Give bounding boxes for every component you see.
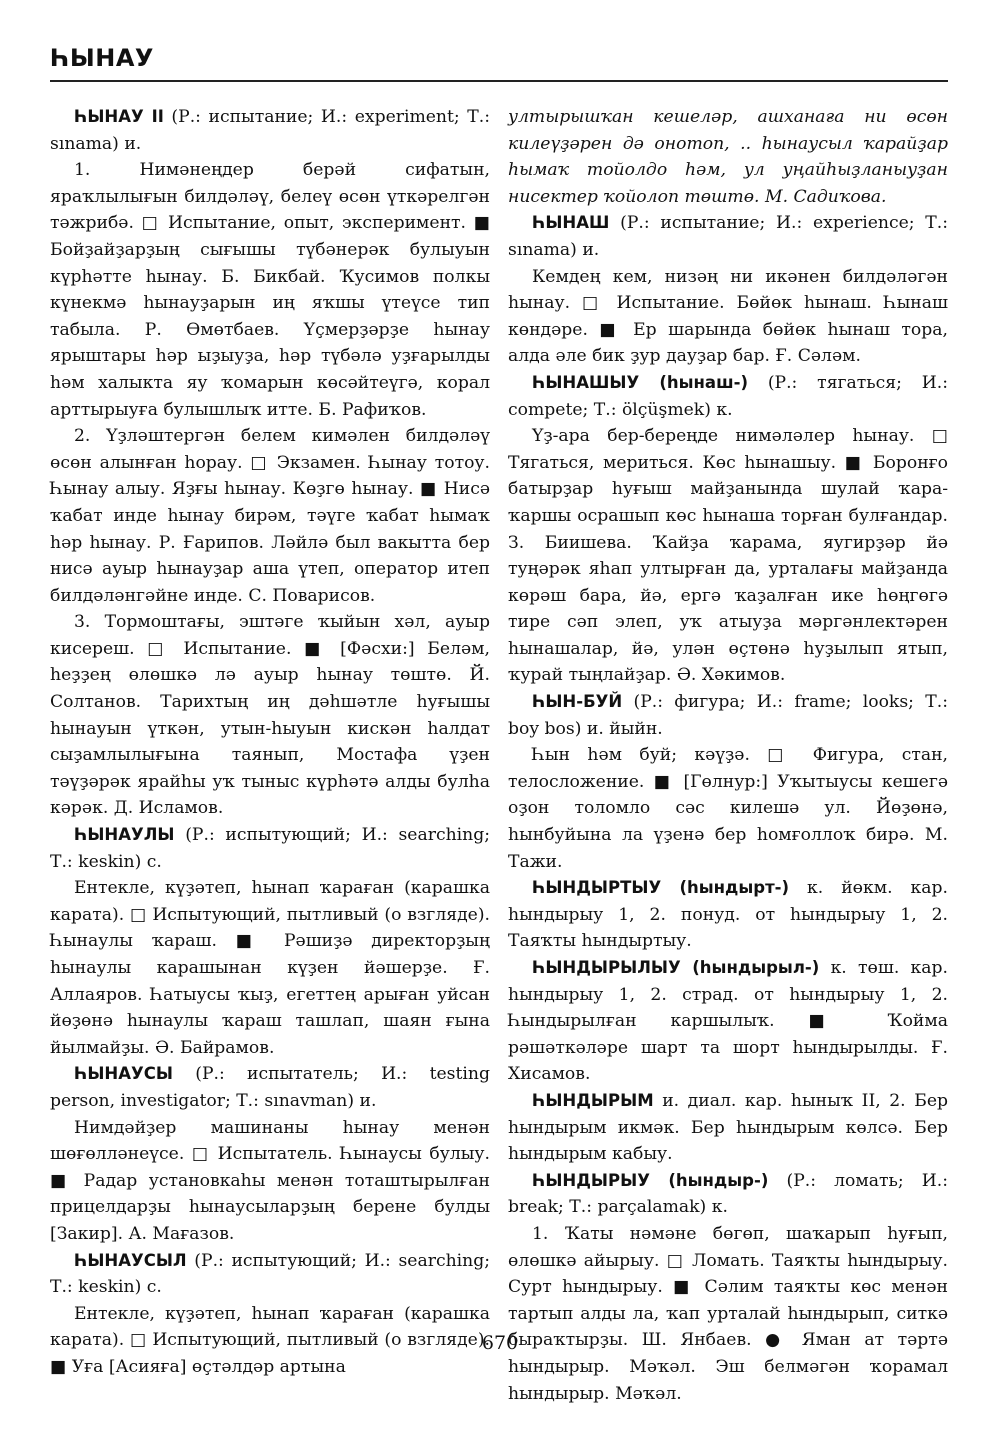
entry-headword: ҺЫНДЫРЫЛЫУ (һындырыл-) [532, 958, 820, 977]
entry-headword: ҺЫНДЫРЫМ [532, 1090, 654, 1110]
entry-text: Ентекле, күҙәтеп, һынап ҡараған (карашка карата). □ Испытующий, пытливый (о взгляде). Һынаулы ҡараш. ■ Рәшиҙә директорҙың һынаулы карашынан күҙен йәшерҙе. Ғ. Аллаяров. Һатыусы ҡыҙ, егеттең арыған уйсан йөҙөнә һынаулы ҡараш ташлап, шаян ғына йылмайҙы. Ә. Байрамов. [50, 878, 490, 1058]
entry-headword: ҺЫН-БУЙ [532, 692, 623, 712]
entry-headword: ҺЫНДЫРТЫУ (һындырт-) [532, 878, 790, 898]
left-column [50, 104, 490, 1381]
entry-text: (Р.: испытующий; И.: searching; Т.: keskin) с. [50, 1250, 490, 1298]
entry-sense [50, 157, 490, 423]
entry-sense [50, 609, 490, 822]
entry-headword: ҺЫНАШЫУ (һынаш-) [532, 372, 748, 392]
entry-headword: ҺЫНДЫРЫУ (һындыр-) [532, 1170, 769, 1190]
entry-text: (Р.: фигура; И.: frame; looks; Т.: boy bos) и. йыйн. [508, 692, 948, 739]
entry-header [508, 210, 948, 263]
entry-header [508, 875, 948, 955]
entry-header [508, 1168, 948, 1221]
entry-sense [508, 742, 948, 875]
entry-sense [50, 1115, 490, 1248]
entry-text: 1. Нимәнеңдер берәй сифатын, яраҡлылығын билдәләү, белеү өсөн үткәрелгән тәжрибә. □ Испытание, опыт, эксперимент. ■ Бойҙайҙарҙың сығышы түбәнерәк булыуын күрһәтте һынау. Б. Бикбай. Ҡусимов полкы күнекмә һынауҙарын иң яҡшы үтеүсе тип табыла. Р. Өмөтбаев. Үҫмерҙәрҙе һынау ярыштары һәр ыҙыуҙа, һәр түбәлә уҙғарылды һәм халыкта яу ҡомарын көсәйтеүгә, корал арттырыуға булышлыҡ итте. Б. Рафиҡов. [50, 160, 490, 420]
entry-headword: ҺЫНАУСЫ [74, 1064, 173, 1084]
entry-text: Һын һәм буй; кәүҙә. □ Фигура, стан, телосложение. ■ [Гөлнур:] Уҡытыусы кешегә оҙон толомло сәс килешә ул. Йөҙөнә, һынбуйына ла үҙенә бер һомғоллоҡ бирә. М. Тажи. [508, 745, 948, 872]
entry-header [508, 1088, 948, 1168]
header-rule [50, 80, 948, 82]
entry-headword: ҺЫНАУ II [74, 107, 164, 126]
entry-text: (Р.: испытание; И.: experience; Т.: sınama) и. [508, 213, 949, 260]
entry-text: 3. Тормоштағы, эштәге ҡыйын хәл, ауыр кисереш. □ Испытание. ■ [Фәсхи:] Беләм, һеҙҙең өлөшкә лә ауыр һынау төштө. Й. Солтанов. Тарихтың иң дәһшәтле һуғышы һынауын үткән, утын-һыуын кискән һалдат сыҙамлылығына таянып, Мостафа үҙен тәүҙәрәк ярайһы уҡ тыныс күрһәтә алды булһа кәрәк. Д. Исламов. [50, 612, 490, 819]
page-number: 670 [481, 1332, 519, 1354]
right-column [508, 104, 948, 1407]
entry-header [50, 822, 490, 875]
entry-text: (Р.: ломать; И.: break; Т.: parçalamak) к. [508, 1170, 949, 1218]
entry-sense [508, 264, 948, 370]
entry-headword: ҺЫНАУЛЫ [74, 825, 175, 845]
entry-text: 2. Үҙләштергән белем кимәлен билдәләү өсөн алынған һорау. □ Экзамен. Һынау тотоу. Һынау алыу. Яҙғы һынау. Көҙгө һынау. ■ Нисә ҡабат инде һынау бирәм, тәүге ҡабат һымаҡ һәр һынау. Р. Ғарипов. Ләйлә был вакытта бер нисә ауыр һынауҙар аша үтеп, оператор итеп билдәләнгәйне инде. С. Поварисов. [50, 426, 490, 606]
entry-sense [50, 423, 490, 609]
entry-sense [508, 423, 948, 689]
entry-sense [50, 875, 490, 1061]
entry-headword: ҺЫНАУСЫЛ [74, 1250, 187, 1270]
entry-text: (Р.: тягаться; И.: compete; Т.: ölçüşmek) к. [508, 372, 948, 420]
entry-text: Ентекле, күҙәтеп, һынап ҡараған (карашка карата). □ Испытующий, пытливый (о взгляде). ■ Уға [Асияға] өҫтәлдәр артына [50, 1303, 490, 1377]
entry-text: Нимдәйҙер машинаны һынау менән шөғөлләнеүсе. □ Испытатель. Һынаусы булыу. ■ Радар установкаһы менән тоташтырылған прицелдарҙы һынаусыларҙың берене булды [Закир]. А. Мағазов. [50, 1117, 490, 1244]
entry-text: ултырышҡан кешеләр, ашханаға ни өсөн килеүҙәрен дә онотоп, .. һынаусыл ҡарайҙар һымаҡ тойолдо һәм, ул уңайһыҙланыуҙан нисектер ҡойолоп төштө. М. Садиҡова. [508, 107, 948, 207]
entry-text: к. йөкм. кар. һындырыу 1, 2. понуд. от һындырыу 1, 2. Таяҡты һындыртыу. [508, 878, 948, 952]
entry-header [50, 104, 490, 157]
entry-text: (Р.: испытание; И.: experiment; Т.: sınama) и. [50, 107, 490, 154]
entry-header [508, 955, 948, 1088]
entry-header [508, 370, 948, 423]
entry-text: Үҙ-ара бер-береңде нимәләлер һынау. □ Тягаться, мериться. Көс һынашыу. ■ Боронғо батырҙар һуғыш майҙанында шулай ҡара-ҡаршы осрашып көс һынаша торған булғандар. З. Биишева. Ҡайҙа ҡарама, яугирҙәр йә туңәрәк яһап ултырған да, урталағы майҙанда көрәш бара, йә, ергә ҡаҙалған ике һөңгөгә тире сәп элеп, уҡ атыуҙа мәргәнлектәрен һынашалар, йә, улән өҫтөнә һуҙылып ятып, ҡурай тыңлайҙар. Ә. Хәкимов. [508, 426, 948, 686]
entry-text: к. төш. кар. һындырыу 1, 2. страд. от һындырыу 1, 2. Һындырылған каршылыҡ. ■ Ҡойма рәшәткәләре шарт та шорт һындырылды. Ғ. Хисамов. [508, 958, 948, 1085]
entry-headword: ҺЫНАШ [532, 213, 610, 233]
entry-text: и. диал. кар. һыныҡ II, 2. Бер һындырым икмәк. Бер һындырым көлсә. Бер һындырым кабыу. [508, 1090, 948, 1165]
entry-text: Кемдең кем, низәң ни икәнен билдәләгән һынау. □ Испытание. Бөйөк һынаш. Һынаш көндәре. ■ Ер шарында бөйөк һынаш тора, алда әле бик ҙур дауҙар бар. Ғ. Сәләм. [508, 266, 948, 367]
entry-text: (Р.: испытующий; И.: searching; Т.: keskin) с. [50, 825, 491, 872]
entry-text: (Р.: испытатель; И.: testing person, investigator; Т.: sınavman) и. [50, 1064, 490, 1111]
running-head: ҺЫНАУ [50, 44, 154, 72]
entry-header [50, 1248, 490, 1301]
entry-header [508, 689, 948, 742]
entry-header [50, 1061, 490, 1114]
entry-continuation [508, 104, 948, 210]
entry-text: 1. Ҡаты нәмәне бөгөп, шаҡарып һуғып, өлөшкә айырыу. □ Ломать. Таяҡты һындырыу. Сурт һындырыу. ■ Сәлим таяҡты көс менән тартып алды ла, ҡап урталай һындырып, ситкә быраҡтырҙы. Ш. Янбаев. ● Яман ат тәртә һындырыр. Мәҡәл. Эш белмәгән ҡорамал һындырыр. Мәҡәл. [508, 1223, 948, 1404]
entry-sense [508, 1221, 948, 1407]
